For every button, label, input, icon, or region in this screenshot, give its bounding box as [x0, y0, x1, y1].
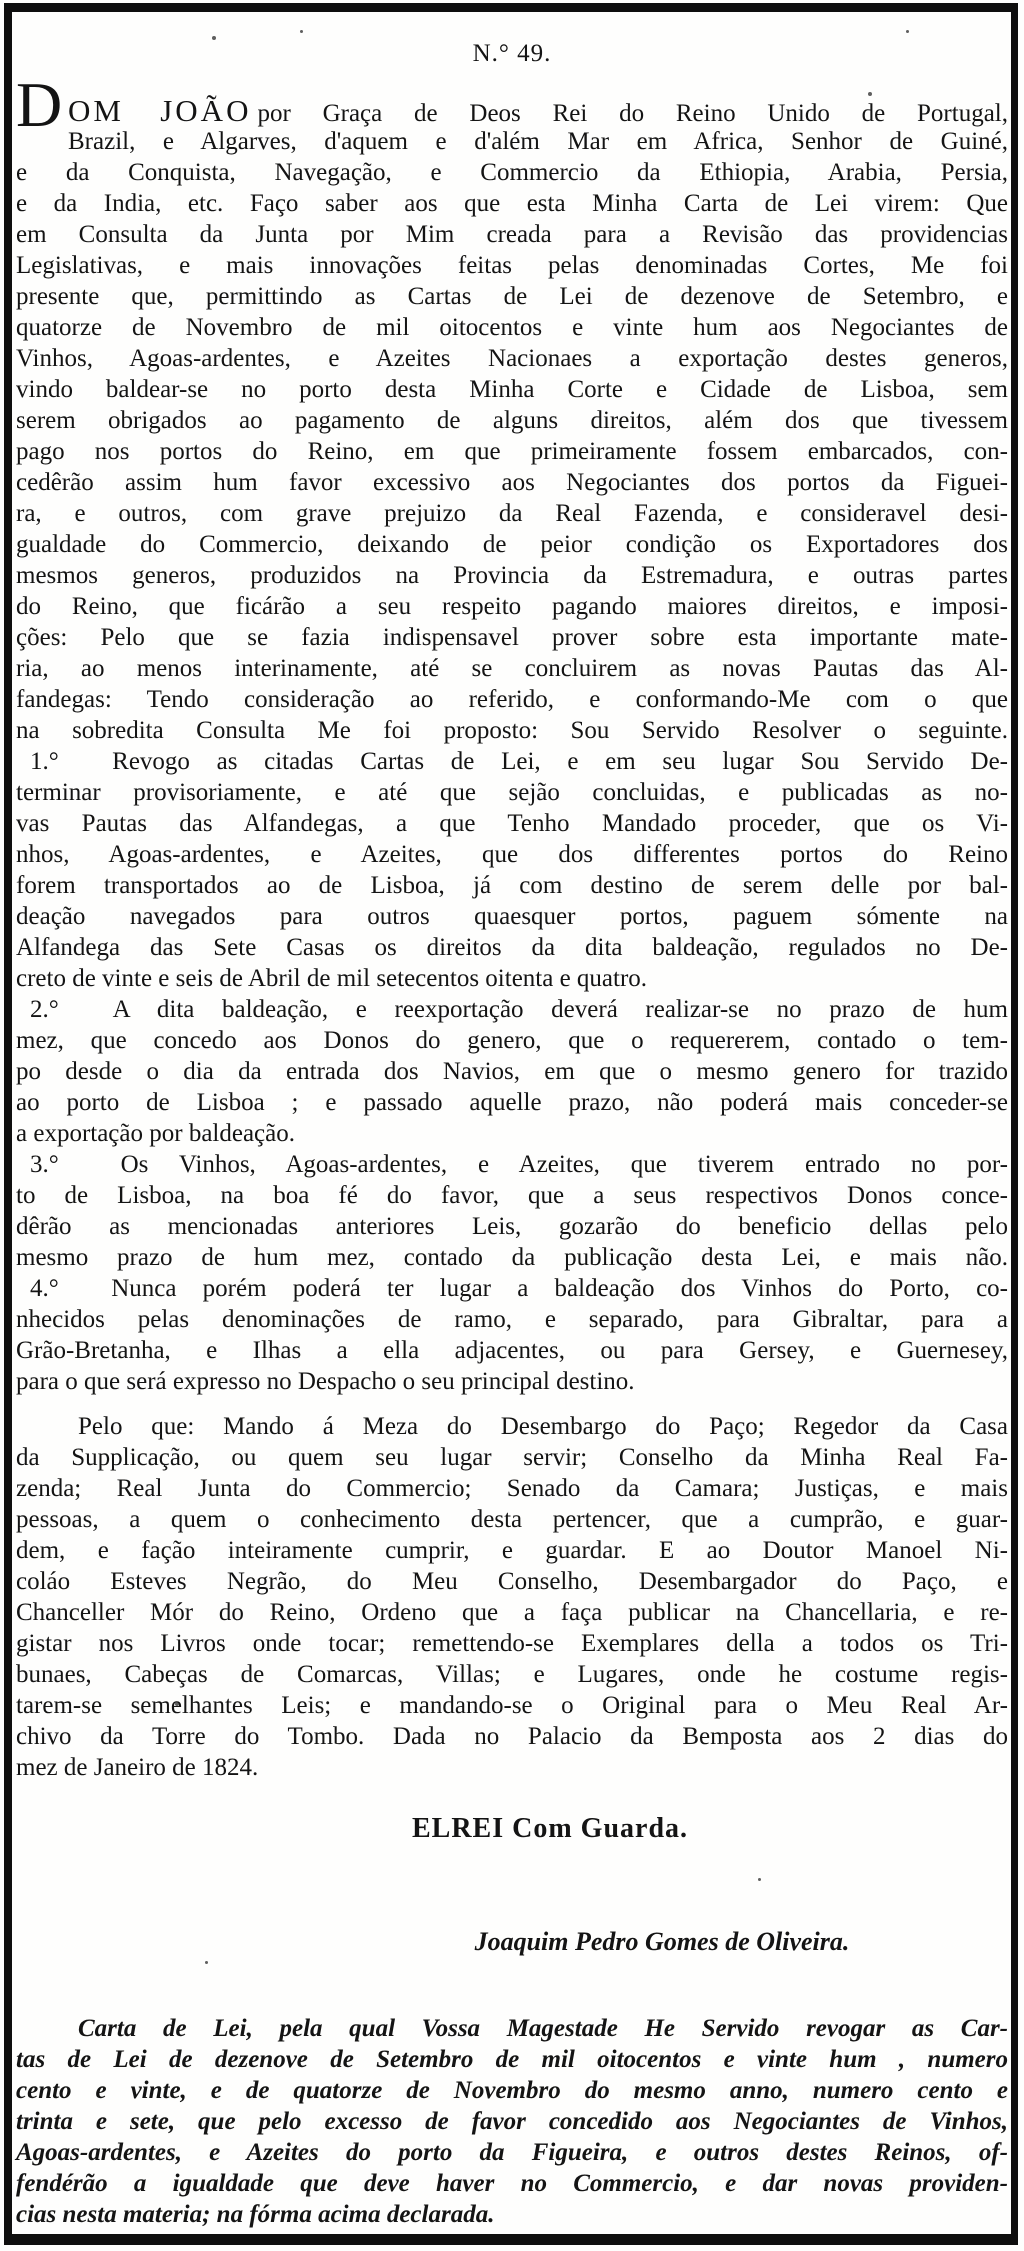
opening-first-line [16, 69, 1008, 140]
drop-cap-initial: D [16, 69, 63, 140]
text-line: tas de Lei de dezenove de Setembro de mil oitocentos e vinte hum , numero [16, 2046, 1008, 2073]
text-line: cias nesta materia; na fórma acima declarada. [16, 2201, 495, 2228]
text-line: 1.° Revogo as citadas Cartas de Lei, e em seu lugar Sou Servido De- [30, 748, 1008, 775]
text-line: Vinhos, Agoas-ardentes, e Azeites Nacionaes a exportação destes generos, [16, 345, 1008, 372]
text-line: chivo da Torre do Tombo. Dada no Palacio da Bemposta aos 2 dias do [16, 1723, 1008, 1750]
text-line: da Supplicação, ou quem seu lugar servir; Conselho da Minha Real Fa- [16, 1444, 1008, 1471]
text-line: ria, ao menos interinamente, até se concluirem as novas Pautas das Al- [16, 655, 1008, 682]
document-number: N.° 49. [472, 40, 552, 67]
article-4 [16, 1273, 1008, 1397]
text-line: nhos, Agoas-ardentes, e Azeites, que dos differentes portos do Reino [16, 841, 1008, 868]
text-line: 3.° Os Vinhos, Agoas-ardentes, e Azeites, que tiverem entrado no por- [30, 1151, 1008, 1178]
text-line: coláo Esteves Negrão, do Meu Conselho, Desembargador do Paço, e [16, 1568, 1008, 1595]
text-line: nhecidos pelas denominações de ramo, e separado, para Gibraltar, para a [16, 1306, 1008, 1333]
text-line: e da India, etc. Faço saber aos que esta Minha Carta de Lei virem: Que [16, 190, 1008, 217]
text-line: pessoas, a quem o conhecimento desta pertencer, que a cumprão, e guar- [16, 1506, 1008, 1533]
text-line: creto de vinte e seis de Abril de mil setecentos oitenta e quatro. [16, 965, 648, 992]
text-line: mesmos generos, produzidos na Provincia da Estremadura, e outras partes [16, 562, 1008, 589]
text-line: Grão-Bretanha, e Ilhas a ella adjacentes, ou para Gersey, e Guernesey, [16, 1337, 1008, 1364]
text-line: to de Lisboa, na boa fé do favor, que a seus respectivos Donos conce- [16, 1182, 1008, 1209]
text-line: cedêrão assim hum favor excessivo aos Negociantes dos portos da Figuei- [16, 469, 1008, 496]
text-line: tarem-se semelhantes Leis; e mandando-se o Original para o Meu Real Ar- [16, 1692, 1008, 1719]
execution-paragraph [16, 1411, 1008, 1783]
royal-closing: ELREI Com Guarda. [411, 1813, 689, 1844]
text-line: mez de Janeiro de 1824. [16, 1754, 259, 1781]
text-line: 4.° Nunca porém poderá ter lugar a baldeação dos Vinhos do Porto, co- [30, 1275, 1008, 1302]
text-line: Carta de Lei, pela qual Vossa Magestade He Servido revogar as Car- [78, 2015, 1008, 2042]
article-1 [16, 746, 1008, 994]
text-line: pago nos portos do Reino, em que primeiramente fossem embarcados, con- [16, 438, 1008, 465]
text-line: ao porto de Lisboa ; e passado aquelle prazo, não poderá mais conceder-se [16, 1089, 1008, 1116]
text-line: a exportação por baldeação. [16, 1120, 296, 1147]
text-line: terminar provisoriamente, e até que sejão concluidas, e publicadas as no- [16, 779, 1008, 806]
text-line: Brazil, e Algarves, d'aquem e d'além Mar em Africa, Senhor de Guiné, [68, 128, 1008, 155]
text-line: presente que, permittindo as Cartas de Lei de dezenove de Setembro, e [16, 283, 1008, 310]
opening-paragraph [16, 69, 1008, 746]
text-line: para o que será expresso no Despacho o seu principal destino. [16, 1368, 635, 1395]
text-line: mez, que concedo aos Donos do genero, que o requererem, contado o tem- [16, 1027, 1008, 1054]
text-line: dêrão as mencionadas anteriores Leis, gozarão do beneficio dellas pelo [16, 1213, 1008, 1240]
text-line: forem transportados ao de Lisboa, já com destino de serem delle por bal- [16, 872, 1008, 899]
text-line: Agoas-ardentes, e Azeites do porto da Figueira, e outros destes Reinos, of- [16, 2139, 1008, 2166]
text-line: zenda; Real Junta do Commercio; Senado da Camara; Justiças, e mais [16, 1475, 1008, 1502]
text-line: ra, e outros, com grave prejuizo da Real Fazenda, e consideravel desi- [16, 500, 1008, 527]
text-line: bunaes, Cabeças de Comarcas, Villas; e Lugares, onde he costume regis- [16, 1661, 1008, 1688]
text-line: gistar nos Livros onde tocar; remettendo-se Exemplares della a todos os Tri- [16, 1630, 1008, 1657]
article-3 [16, 1149, 1008, 1273]
text-line: Chanceller Mór do Reino, Ordeno que a faça publicar na Chancellaria, e re- [16, 1599, 1008, 1626]
text-line: gualdade do Commercio, deixando de peior condição os Exportadores dos [16, 531, 1008, 558]
summary-paragraph [16, 2013, 1008, 2230]
text-line: vindo baldear-se no porto desta Minha Corte e Cidade de Lisboa, sem [16, 376, 1008, 403]
text-line: e da Conquista, Navegação, e Commercio da Ethiopia, Arabia, Persia, [16, 159, 1008, 186]
text-line: fendérão a igualdade que deve haver no Commercio, e dar novas providen- [16, 2170, 1008, 2197]
text-line: Alfandega das Sete Casas os direitos da dita baldeação, regulados no De- [16, 934, 1008, 961]
text-line: ções: Pelo que se fazia indispensavel prover sobre esta importante mate- [16, 624, 1008, 651]
text-line: Legislativas, e mais innovações feitas pelas denominadas Cortes, Me foi [16, 252, 1008, 279]
article-2 [16, 994, 1008, 1149]
text-line: dem, e fação inteiramente cumprir, e guardar. E ao Doutor Manoel Ni- [16, 1537, 1008, 1564]
text-line: serem obrigados ao pagamento de alguns direitos, além dos que tivessem [16, 407, 1008, 434]
page-content [16, 14, 1008, 2230]
text-line: trinta e sete, que pelo excesso de favor concedido aos Negociantes de Vinhos, [16, 2108, 1008, 2135]
text-line: Pelo que: Mando á Meza do Desembargo do Paço; Regedor da Casa [78, 1413, 1008, 1440]
text-line: po desde o dia da entrada dos Navios, em que o mesmo genero for trazido [16, 1058, 1008, 1085]
text-line: 2.° A dita baldeação, e reexportação deverá realizar-se no prazo de hum [30, 996, 1008, 1023]
opening-paragraph-lines [16, 126, 1008, 746]
text-line: na sobredita Consulta Me foi proposto: Sou Servido Resolver o seguinte. [16, 717, 1008, 744]
text-line: quatorze de Novembro de mil oitocentos e vinte hum aos Negociantes de [16, 314, 1008, 341]
royal-name: OM JOÃO [68, 93, 252, 128]
signature: Joaquim Pedro Gomes de Oliveira. [474, 1927, 850, 1956]
text-line: mesmo prazo de hum mez, contado da publicação desta Lei, e mais não. [16, 1244, 1008, 1271]
text-line: em Consulta da Junta por Mim creada para a Revisão das providencias [16, 221, 1008, 248]
text-line: vas Pautas das Alfandegas, a que Tenho Mandado proceder, que os Vi- [16, 810, 1008, 837]
opening-first-line-text: por Graça de Deos Rei do Reino Unido de Portugal, [257, 100, 1008, 127]
text-line: do Reino, que ficárão a seu respeito pagando maiores direitos, e imposi- [16, 593, 1008, 620]
text-line: deação navegados para outros quaesquer portos, paguem sómente na [16, 903, 1008, 930]
text-line: fandegas: Tendo consideração ao referido, e conformando-Me com o que [16, 686, 1008, 713]
text-line: cento e vinte, e de quatorze de Novembro do mesmo anno, numero cento e [16, 2077, 1008, 2104]
